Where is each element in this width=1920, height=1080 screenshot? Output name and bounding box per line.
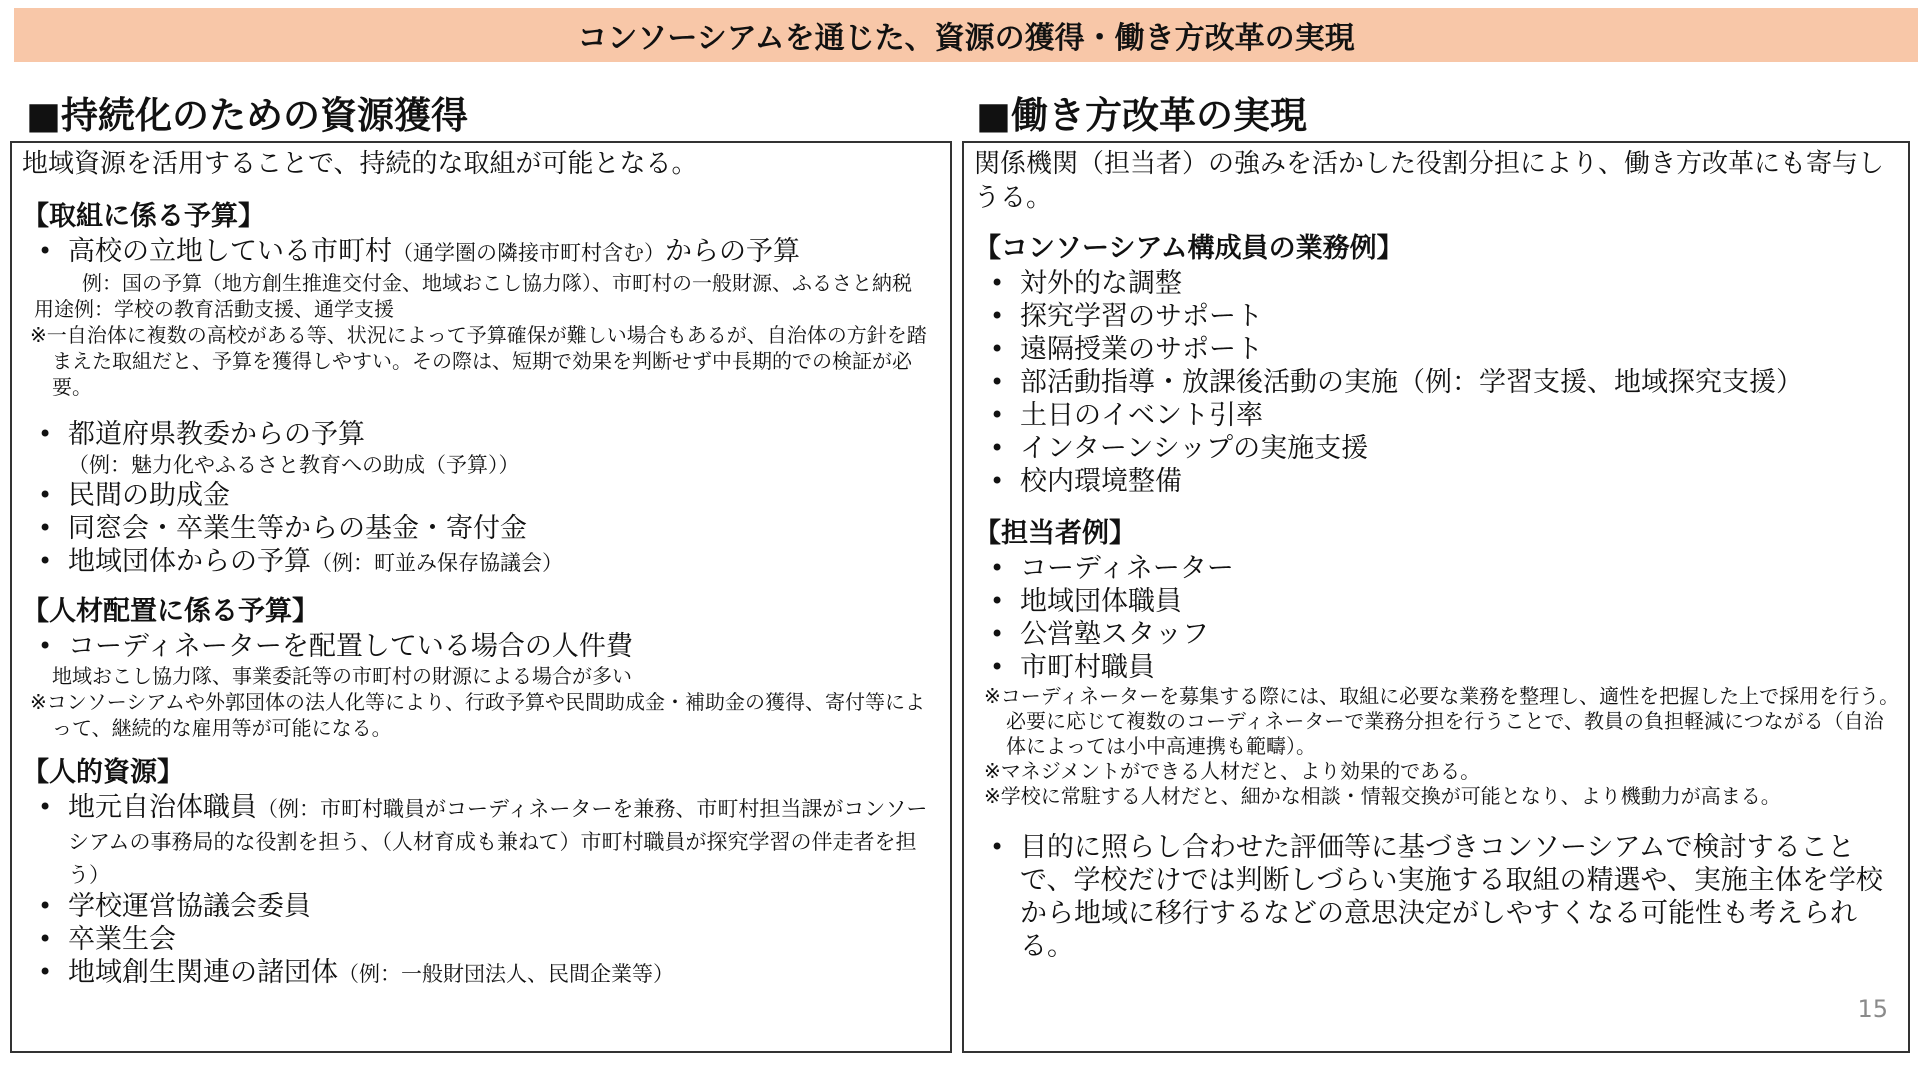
personnel-item-sub: 地域おこし協力隊、事業委託等の市町村の財源による場合が多い — [52, 664, 632, 688]
staff-item: 市町村職員 — [1020, 652, 1155, 683]
duties-section-title: 【コンソーシアム構成員の業務例】 — [974, 233, 1404, 264]
bullet-icon: • — [990, 335, 1005, 363]
right-section-heading: ■働き方改革の実現 — [976, 94, 1307, 137]
list-item — [22, 545, 944, 580]
right-lead-text: 関係機関（担当者）の強みを活かした役割分担により、働き方改革にも寄与しうる。 — [974, 149, 1885, 213]
budget-item-local-group: 地域団体からの予算 — [68, 546, 311, 577]
budget-item-local-group-paren: （例：町並み保存協議会） — [311, 551, 563, 575]
bullet-icon: • — [38, 892, 53, 920]
list-item — [22, 418, 944, 451]
list-item — [974, 366, 1902, 399]
budget-item-alumni-fund: 同窓会・卒業生等からの基金・寄付金 — [68, 513, 527, 544]
duties-list — [974, 267, 1902, 498]
list-item — [974, 552, 1902, 585]
list-item — [22, 630, 944, 663]
budget-use-example: 用途例：学校の教育活動支援、通学支援 — [34, 297, 394, 321]
budget-item-prefecture: 都道府県教委からの予算 — [68, 419, 365, 450]
bullet-icon: • — [990, 620, 1005, 648]
staff-note: ※マネジメントができる人材だと、より効果的である。 — [984, 759, 1481, 783]
conclusion-list — [974, 831, 1902, 963]
duty-item: 土日のイベント引率 — [1020, 400, 1263, 431]
list-item — [974, 432, 1902, 465]
personnel-item-coordinator: コーディネーターを配置している場合の人件費 — [68, 631, 633, 662]
bullet-icon: • — [38, 514, 53, 542]
page-title: コンソーシアムを通じた、資源の獲得・働き方改革の実現 — [577, 21, 1355, 56]
conclusion-text: 目的に照らし合わせた評価等に基づきコンソーシアムで検討することで、学校だけでは判断しづらい実施する取組の精選や、実施主体を学校から地域に移行するなどの意思決定がしやすくなる可能性も考えられる。 — [1020, 832, 1883, 962]
title-banner — [14, 8, 1918, 62]
resource-acquisition-panel — [10, 141, 952, 1053]
duty-item: 部活動指導・放課後活動の実施（例：学習支援、地域探究支援） — [1020, 367, 1803, 398]
staff-list — [974, 552, 1902, 684]
human-item-local-staff: 地元自治体職員 — [68, 792, 257, 823]
bullet-icon: • — [990, 587, 1005, 615]
budget-item-prefecture-sub: （例：魅力化やふるさと教育への助成（予算）） — [68, 453, 520, 477]
list-item — [974, 831, 1902, 963]
list-item — [974, 465, 1902, 498]
staff-item: コーディネーター — [1020, 553, 1234, 584]
staff-section-title: 【担当者例】 — [974, 518, 1136, 549]
list-item — [22, 890, 944, 923]
list-item — [22, 956, 944, 991]
budget-item-municipality-paren: （通学圏の隣接市町村含む） — [392, 241, 665, 265]
page-number: 15 — [1857, 995, 1888, 1023]
bullet-icon: • — [38, 481, 53, 509]
staff-item: 地域団体職員 — [1020, 586, 1182, 617]
budget-list-3 — [22, 479, 944, 580]
bullet-icon: • — [38, 958, 53, 986]
work-style-reform-panel — [962, 141, 1910, 1053]
staff-note: ※コーディネーターを募集する際には、取組に必要な業務を整理し、適性を把握した上で採用を行う。必要に応じて複数のコーディネーターで業務分担を行うことで、教員の負担軽減につながる（自治体によっては小中高連携も範疇）。 — [984, 684, 1900, 758]
human-resources-list — [22, 791, 944, 991]
budget-item-municipality-tail: からの予算 — [665, 236, 800, 267]
human-item-local-staff-paren: （例：市町村職員がコーディネーターを兼務、市町村担当課がコンソーシアムの事務局的な役割を担う、（人材育成も兼ねて）市町村職員が探究学習の伴走者を担う） — [68, 797, 928, 887]
bullet-icon: • — [990, 269, 1005, 297]
personnel-note: ※コンソーシアムや外郭団体の法人化等により、行政予算や民間助成金・補助金の獲得、寄付等によって、継続的な雇用等が可能になる。 — [30, 690, 925, 740]
bullet-icon: • — [38, 237, 53, 265]
human-item-council: 学校運営協議会委員 — [68, 891, 311, 922]
list-item — [974, 399, 1902, 432]
bullet-icon: • — [990, 368, 1005, 396]
duty-item: 探究学習のサポート — [1020, 301, 1263, 332]
list-item — [22, 791, 944, 890]
list-item — [974, 333, 1902, 366]
duty-item: 対外的な調整 — [1020, 268, 1182, 299]
bullet-icon: • — [38, 547, 53, 575]
budget-example: 例：国の予算（地方創生推進交付金、地域おこし協力隊）、市町村の一般財源、ふるさと納税 — [82, 271, 912, 295]
budget-list-2 — [22, 418, 944, 451]
bullet-icon: • — [38, 793, 53, 821]
bullet-icon: • — [38, 420, 53, 448]
staff-item: 公営塾スタッフ — [1020, 619, 1209, 650]
list-item — [974, 651, 1902, 684]
bullet-icon: • — [990, 833, 1005, 861]
list-item — [974, 585, 1902, 618]
bullet-icon: • — [38, 925, 53, 953]
bullet-icon: • — [990, 653, 1005, 681]
human-item-groups-paren: （例：一般財団法人、民間企業等） — [338, 962, 674, 986]
bullet-icon: • — [38, 632, 53, 660]
left-section-heading: ■持続化のための資源獲得 — [26, 94, 468, 137]
list-item — [974, 300, 1902, 333]
staff-note: ※学校に常駐する人材だと、細かな相談・情報交換が可能となり、より機動力が高まる。 — [984, 784, 1781, 808]
bullet-icon: • — [990, 467, 1005, 495]
bullet-icon: • — [990, 554, 1005, 582]
list-item — [974, 618, 1902, 651]
budget-section-title: 【取組に係る予算】 — [22, 201, 265, 232]
budget-item-private-grant: 民間の助成金 — [68, 480, 230, 511]
list-item — [974, 267, 1902, 300]
budget-list — [22, 235, 944, 270]
human-resources-title: 【人的資源】 — [22, 757, 184, 788]
bullet-icon: • — [990, 434, 1005, 462]
duty-item: インターンシップの実施支援 — [1020, 433, 1369, 464]
personnel-list — [22, 630, 944, 663]
list-item — [22, 512, 944, 545]
list-item — [22, 923, 944, 956]
budget-item-municipality: 高校の立地している市町村 — [68, 236, 392, 267]
human-item-alumni: 卒業生会 — [68, 924, 176, 955]
budget-note: ※一自治体に複数の高校がある等、状況によって予算確保が難しい場合もあるが、自治体の方針を踏まえた取組だと、予算を獲得しやすい。その際は、短期で効果を判断せず中長期的での検証が必要。 — [30, 323, 927, 399]
personnel-section-title: 【人材配置に係る予算】 — [22, 596, 319, 627]
list-item — [22, 235, 944, 270]
list-item — [22, 479, 944, 512]
human-item-groups: 地域創生関連の諸団体 — [68, 957, 338, 988]
bullet-icon: • — [990, 302, 1005, 330]
left-lead-text: 地域資源を活用することで、持続的な取組が可能となる。 — [22, 149, 698, 179]
duty-item: 校内環境整備 — [1020, 466, 1182, 497]
duty-item: 遠隔授業のサポート — [1020, 334, 1263, 365]
bullet-icon: • — [990, 401, 1005, 429]
